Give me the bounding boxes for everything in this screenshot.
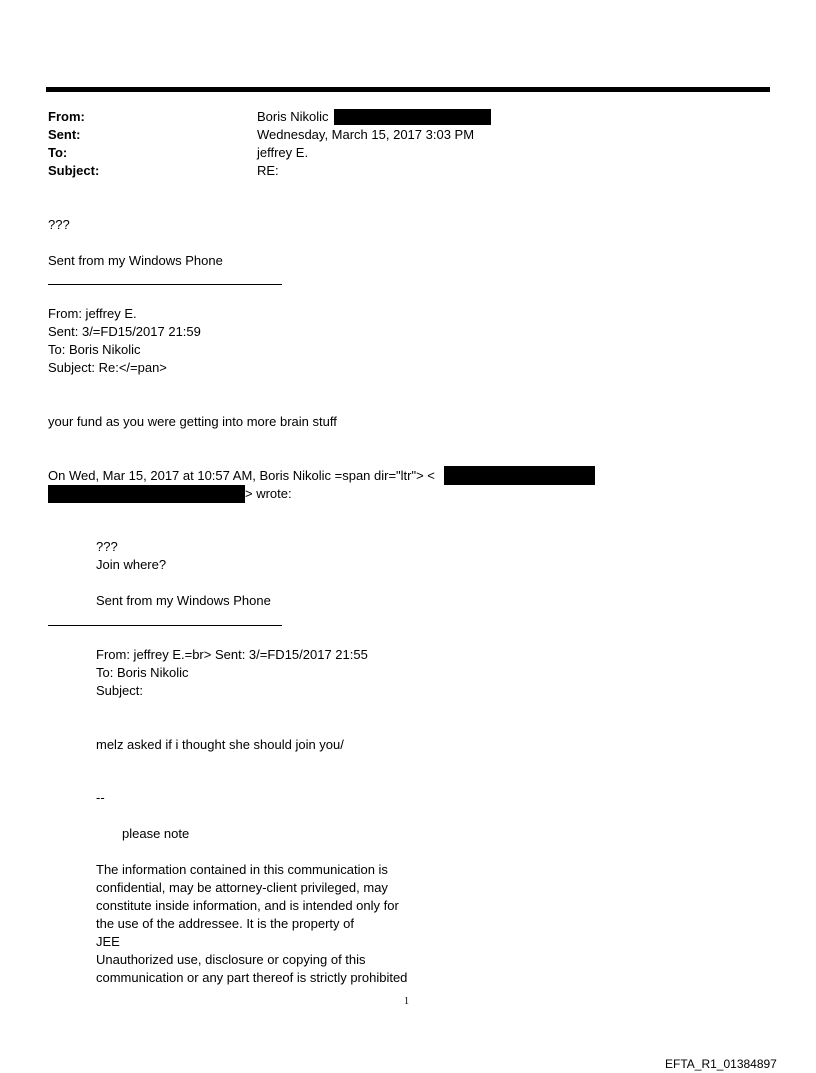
body-text: ??? [48, 217, 70, 232]
quoted-signature: Sent from my Windows Phone [96, 593, 271, 608]
document-id: EFTA_R1_01384897 [665, 1057, 777, 1071]
reply-message: your fund as you were getting into more brain stuff [48, 414, 337, 429]
quote-wrote: > wrote: [245, 486, 292, 501]
inner-to: To: Boris Nikolic [96, 665, 189, 680]
disclaimer-line: the use of the addressee. It is the property of [96, 916, 354, 931]
to-value: jeffrey E. [257, 145, 309, 160]
disclaimer-line: confidential, may be attorney-client privileged, may [96, 880, 388, 895]
sent-value: Wednesday, March 15, 2017 3:03 PM [257, 127, 475, 142]
separator-line [48, 284, 282, 285]
reply-sent: Sent: 3/=FD15/2017 21:59 [48, 324, 201, 339]
disclaimer-line: constitute inside information, and is intended only for [96, 898, 399, 913]
reply-subject: Subject: Re:</=pan> [48, 360, 167, 375]
disclaimer-line: The information contained in this communication is [96, 862, 388, 877]
signature-text: Sent from my Windows Phone [48, 253, 223, 268]
reply-from: From: jeffrey E. [48, 306, 137, 321]
disclaimer-line: JEE [96, 934, 120, 949]
signature-dashes: -- [96, 790, 105, 805]
subject-label: Subject: [48, 163, 100, 178]
from-value: Boris Nikolic [257, 109, 329, 124]
disclaimer-line: Unauthorized use, disclosure or copying of this [96, 952, 366, 967]
quote-header: On Wed, Mar 15, 2017 at 10:57 AM, Boris Nikolic =span dir="ltr"> < [48, 468, 435, 483]
please-note: please note [122, 826, 190, 841]
reply-to: To: Boris Nikolic [48, 342, 141, 357]
to-label: To: [48, 145, 68, 160]
subject-value: RE: [257, 163, 279, 178]
separator-line [48, 625, 282, 626]
sent-label: Sent: [48, 127, 81, 142]
inner-message: melz asked if i thought she should join you/ [96, 737, 344, 752]
inner-from-sent: From: jeffrey E.=br> Sent: 3/=FD15/2017 21:55 [96, 647, 368, 662]
redaction-box [334, 109, 491, 125]
top-rule [46, 87, 770, 92]
page-number: 1 [404, 996, 409, 1007]
inner-subject: Subject: [96, 683, 143, 698]
quoted-text: ??? [96, 539, 118, 554]
from-label: From: [48, 109, 85, 124]
redaction-box [48, 485, 245, 503]
quoted-text: Join where? [96, 557, 167, 572]
disclaimer-line: communication or any part thereof is strictly prohibited [96, 970, 408, 985]
redaction-box [444, 466, 595, 485]
